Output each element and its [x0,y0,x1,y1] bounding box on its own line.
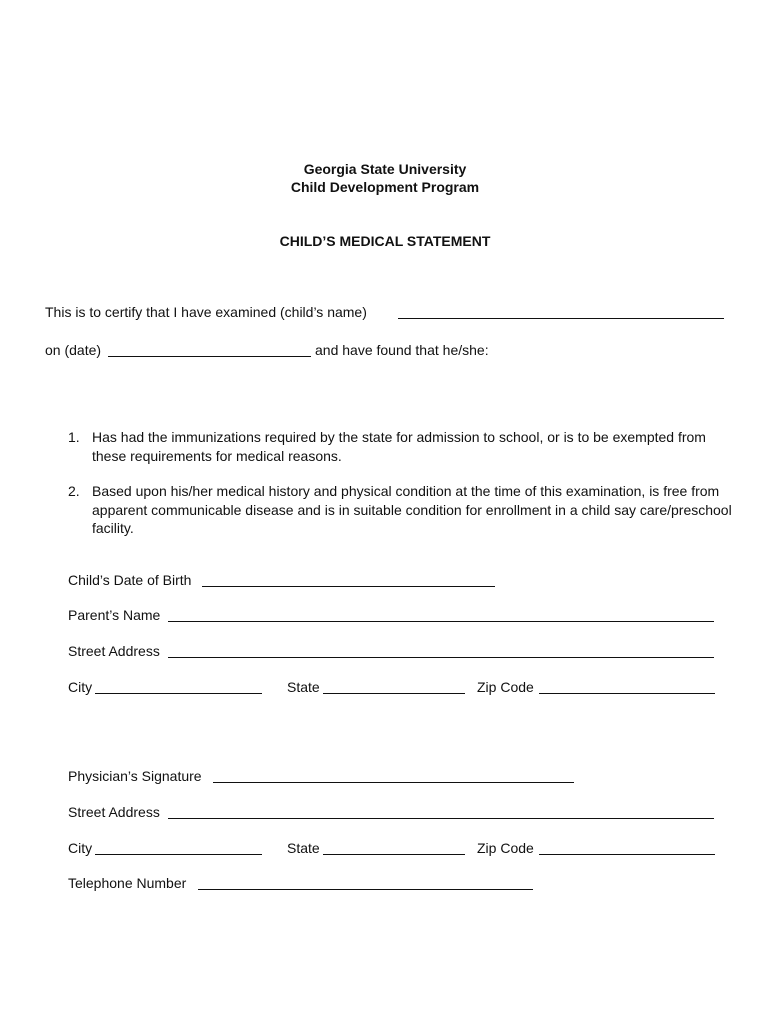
parent-name-field[interactable] [168,621,714,622]
dob-field[interactable] [202,586,495,587]
physician-signature-field[interactable] [213,782,574,783]
telephone-number-label: Telephone Number [68,875,187,891]
zip-code-label: Zip Code [477,679,534,695]
parent-name-label: Parent’s Name [68,607,161,623]
city-label: City [68,679,93,695]
street-address-field[interactable] [168,657,714,658]
item-text: Based upon his/her medical history and physical condition at the time of this examination, is free from apparent communicable disease and is in suitable condition for enrollment in a child say care/preschool facility. [92,483,732,536]
item-text: Has had the immunizations required by the state for admission to school, or is to be exempted from these requirements for medical reasons. [92,429,706,464]
on-date-label: on (date) [45,342,102,358]
item-number: 1. [68,429,80,445]
physician-street-address-field[interactable] [168,818,714,819]
item-number: 2. [68,483,80,499]
physician-zip-code-label: Zip Code [477,840,534,856]
page-title: CHILD’S MEDICAL STATEMENT [279,233,491,249]
city-field[interactable] [95,693,262,694]
physician-zip-code-field[interactable] [539,854,715,855]
found-text: and have found that he/she: [315,342,489,358]
program-name: Child Development Program [290,179,480,195]
physician-city-field[interactable] [95,854,262,855]
certify-text: This is to certify that I have examined (child’s name) [45,304,367,320]
street-address-label: Street Address [68,643,160,659]
physician-street-address-label: Street Address [68,804,160,820]
state-label: State [287,679,320,695]
date-field[interactable] [108,356,311,357]
state-field[interactable] [323,693,465,694]
zip-code-field[interactable] [539,693,715,694]
childs-name-field[interactable] [398,318,724,319]
physician-city-label: City [68,840,93,856]
dob-label: Child’s Date of Birth [68,572,192,588]
physician-signature-label: Physician’s Signature [68,768,202,784]
institution-name: Georgia State University [303,161,467,177]
telephone-number-field[interactable] [198,889,533,890]
physician-state-field[interactable] [323,854,465,855]
physician-state-label: State [287,840,320,856]
